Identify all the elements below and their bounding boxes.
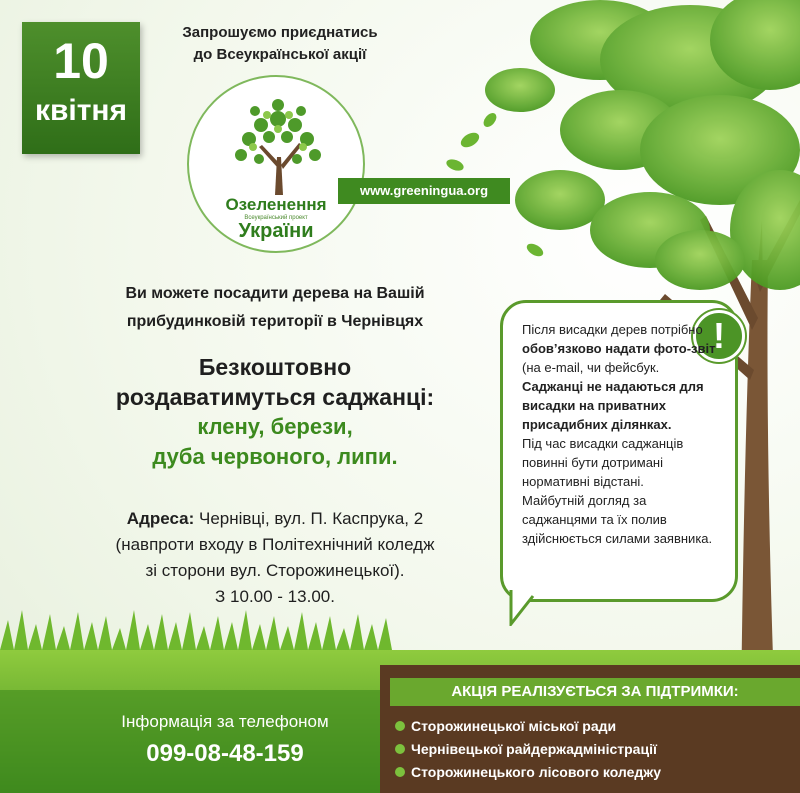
exclamation-icon: !: [693, 310, 745, 362]
free-heading: [70, 352, 480, 412]
date-badge: [22, 22, 140, 154]
support-item: Сторожинецького лісового коледжу: [395, 761, 661, 784]
support-item: Чернівецької райдержадміністрації: [395, 738, 661, 761]
phone-number: 099-08-48-159: [146, 740, 304, 767]
address-line-2: (навпроти входу в Політехнічний коледж: [115, 535, 435, 554]
website-badge: www.greeningua.org: [338, 178, 510, 204]
notice-p3-bold: Саджанці не надаються для висадки на приватних присадибних ділянках.: [522, 379, 704, 432]
plant-info: [70, 280, 480, 336]
address-block: [50, 506, 500, 610]
species-line-1: клену, берези,: [197, 414, 353, 439]
invite-text: [160, 22, 400, 66]
support-item: Сторожинецької міської ради: [395, 715, 661, 738]
logo-title-2: України: [238, 220, 314, 242]
logo-subtitle: Всеукраїнський проект: [244, 215, 308, 221]
invite-line-2: до Всеукраїнської акції: [193, 46, 367, 63]
notice-p1-text: Після висадки дерев потрібно: [522, 322, 703, 337]
project-logo: [187, 75, 365, 253]
notice-p1-bold: обов’язково надати фото-звіт: [522, 341, 716, 356]
invite-line-1: Запрошуємо приєднатись: [182, 24, 378, 41]
notice-p3: [522, 377, 722, 434]
free-line-2: роздаватимуться саджанці:: [115, 384, 435, 410]
free-line-1: Безкоштовно: [198, 354, 352, 380]
species-list: [70, 412, 480, 472]
date-month: квітня: [34, 94, 128, 127]
date-day: 10: [53, 33, 109, 89]
logo-title-1: Озеленення: [225, 195, 327, 214]
address-line-3: зі сторони вул. Сторожинецької).: [145, 561, 405, 580]
plant-line-2: прибудинковій території в Чернівцях: [126, 313, 424, 330]
address-hours: З 10.00 - 13.00.: [215, 587, 335, 606]
address-line-1: [50, 506, 500, 532]
notice-p1: [522, 320, 722, 358]
address-label: Адреса:: [126, 509, 195, 528]
info-label: Інформація за телефоном: [121, 712, 329, 731]
support-list: [395, 715, 661, 784]
notice-p5: Майбутній догляд за саджанцями та їх полив здійснюється силами заявника.: [522, 493, 713, 546]
notice-p2: (на e-mail, чи фейсбук.: [522, 360, 660, 375]
species-line-2: дуба червоного, липи.: [152, 444, 398, 469]
notice-p4: Під час висадки саджанців повинні бути дотримані нормативні відстані.: [522, 436, 684, 489]
notice-text: [522, 320, 722, 548]
support-title: АКЦІЯ РЕАЛІЗУЄТЬСЯ ЗА ПІДТРИМКИ:: [390, 678, 800, 706]
address-street: Чернівці, вул. П. Каспрука, 2: [194, 509, 424, 528]
plant-line-1: Ви можете посадити дерева на Вашій: [125, 285, 425, 302]
